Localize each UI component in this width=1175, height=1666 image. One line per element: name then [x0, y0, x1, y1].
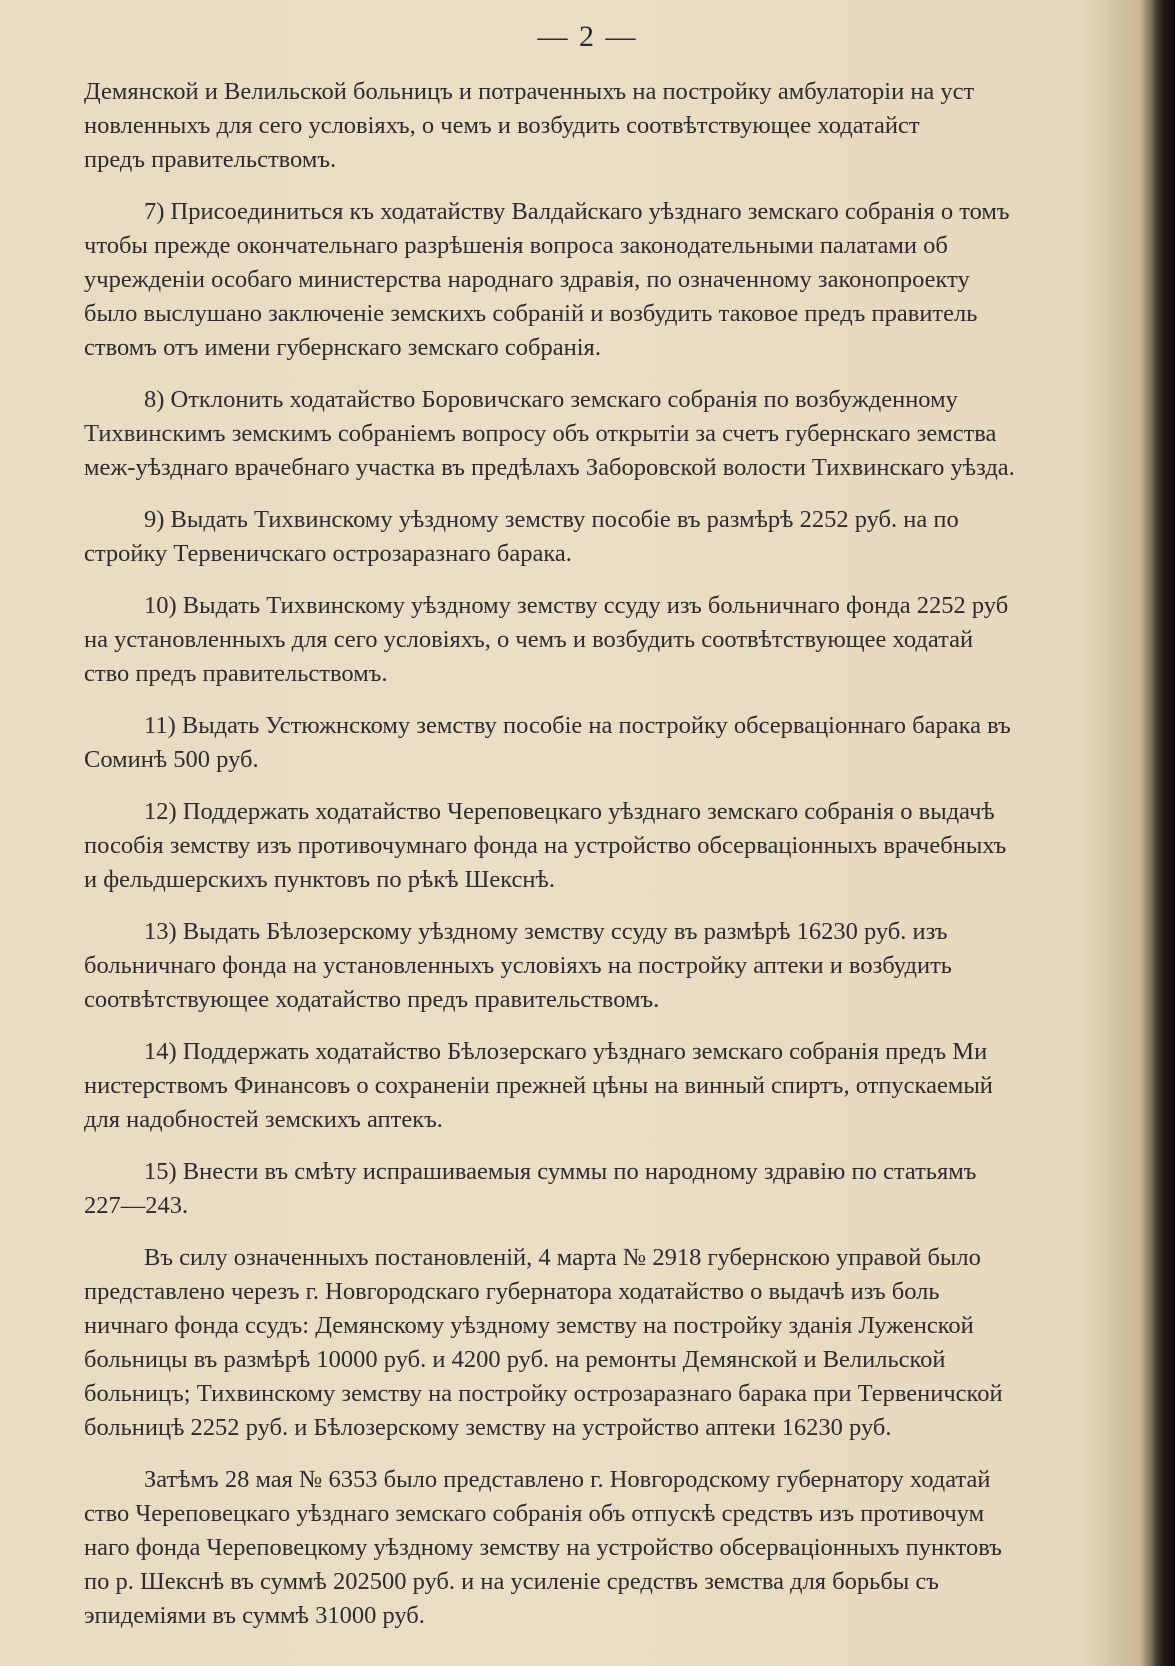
paragraph-item-11: [84, 709, 1162, 777]
page-number: — 2 —: [537, 20, 638, 53]
paragraph-item-13: [84, 915, 1162, 1017]
text-line: представлено черезъ г. Новгородскаго губернатора ходатайство о выдачѣ изъ боль: [84, 1278, 940, 1305]
text-line: 14) Поддержать ходатайство Бѣлозерскаго уѣзднаго земскаго собранія предъ Ми: [144, 1038, 988, 1065]
text-line: 9) Выдать Тихвинскому уѣздному земству пособіе въ размѣрѣ 2252 руб. на по: [144, 506, 959, 533]
text-line: ство предъ правительствомъ.: [84, 660, 388, 687]
paragraph-item-9: [84, 503, 1162, 571]
text-line: Тихвинскимъ земскимъ собраніемъ вопросу объ открытіи за счетъ губернскаго земства: [84, 420, 997, 447]
text-line: 13) Выдать Бѣлозерскому уѣздному земству ссуду въ размѣрѣ 16230 руб. изъ: [144, 918, 948, 945]
text-line: 11) Выдать Устюжнскому земству пособіе на постройку обсерваціоннаго барака въ: [144, 712, 1011, 739]
text-line: больничнаго фонда на установленныхъ условіяхъ на постройку аптеки и возбудить: [84, 952, 952, 979]
text-line: Въ силу означенныхъ постановленій, 4 марта № 2918 губернскою управой было: [144, 1244, 981, 1271]
text-line: предъ правительствомъ.: [84, 146, 337, 173]
text-line: 7) Присоединиться къ ходатайству Валдайскаго уѣзднаго земскаго собранія о томъ: [144, 198, 1010, 225]
paragraph-intro-continuation: [84, 75, 1162, 177]
text-line: 8) Отклонить ходатайство Боровичскаго земскаго собранія по возбужденному: [144, 386, 958, 413]
paragraph-item-7: [84, 195, 1162, 365]
text-line: меж-уѣзднаго врачебнаго участка въ предѣлахъ Заборовской волости Тихвинскаго уѣзда.: [84, 454, 1015, 481]
paragraph-item-10: [84, 589, 1162, 691]
text-line: и фельдшерскихъ пунктовъ по рѣкѣ Шекснѣ.: [84, 866, 555, 893]
binding-edge: [1153, 0, 1175, 1666]
text-line: новленныхъ для сего условіяхъ, о чемъ и возбудить соотвѣтствующее ходатайст: [84, 112, 920, 139]
text-line: эпидеміями въ суммѣ 31000 руб.: [84, 1602, 425, 1629]
paragraph-item-8: [84, 383, 1162, 485]
text-line: ничнаго фонда ссудъ: Демянскому уѣздному земству на постройку зданія Луженской: [84, 1312, 974, 1339]
text-line: 12) Поддержать ходатайство Череповецкаго уѣзднаго земскаго собранія о выдачѣ: [144, 798, 995, 825]
text-line: Демянской и Велильской больницъ и потраченныхъ на постройку амбулаторіи на уст: [84, 78, 975, 105]
text-line: по р. Шекснѣ въ суммѣ 202500 руб. и на усиленіе средствъ земства для борьбы съ: [84, 1568, 939, 1595]
document-body: [84, 75, 1162, 1651]
text-line: нистерствомъ Финансовъ о сохраненіи прежней цѣны на винный спиртъ, отпускаемый: [84, 1072, 993, 1099]
text-line: 15) Внести въ смѣту испрашиваемыя суммы по народному здравію по статьямъ: [144, 1158, 977, 1185]
text-line: 227—243.: [84, 1192, 189, 1219]
paragraph-cherepovets-petition: [84, 1463, 1162, 1633]
text-line: больницъ; Тихвинскому земству на постройку острозаразнаго барака при Тервеничской: [84, 1380, 1003, 1407]
text-line: для надобностей земскихъ аптекъ.: [84, 1106, 443, 1133]
text-line: ство Череповецкаго уѣзднаго земскаго собранія объ отпускѣ средствъ изъ противочум: [84, 1500, 985, 1527]
text-line: учрежденіи особаго министерства народнаго здравія, по означенному законопроекту: [84, 266, 970, 293]
text-line: пособія земству изъ противочумнаго фонда на устройство обсерваціонныхъ врачебныхъ: [84, 832, 1007, 859]
text-line: чтобы прежде окончательнаго разрѣшенія вопроса законодательными палатами об: [84, 232, 948, 259]
text-line: стройку Тервеничскаго острозаразнаго барака.: [84, 540, 572, 567]
text-line: было выслушано заключеніе земскихъ собраній и возбудить таковое предъ правитель: [84, 300, 978, 327]
text-line: Затѣмъ 28 мая № 6353 было представлено г. Новгородскому губернатору ходатай: [144, 1466, 991, 1493]
text-line: больницы въ размѣрѣ 10000 руб. и 4200 руб. на ремонты Демянской и Велильской: [84, 1346, 946, 1373]
text-line: на установленныхъ для сего условіяхъ, о чемъ и возбудить соотвѣтствующее ходатай: [84, 626, 974, 653]
text-line: больницѣ 2252 руб. и Бѣлозерскому земству на устройство аптеки 16230 руб.: [84, 1414, 892, 1441]
text-line: ствомъ отъ имени губернскаго земскаго собранія.: [84, 334, 601, 361]
paragraph-resolutions-summary: [84, 1241, 1162, 1445]
paragraph-item-14: [84, 1035, 1162, 1137]
text-line: соотвѣтствующее ходатайство предъ правительствомъ.: [84, 986, 660, 1013]
text-line: наго фонда Череповецкому уѣздному земству на устройство обсерваціонныхъ пунктовъ: [84, 1534, 1002, 1561]
paragraph-item-12: [84, 795, 1162, 897]
text-line: Соминѣ 500 руб.: [84, 746, 259, 773]
text-line: 10) Выдать Тихвинскому уѣздному земству ссуду изъ больничнаго фонда 2252 руб: [144, 592, 1009, 619]
paragraph-item-15: [84, 1155, 1162, 1223]
